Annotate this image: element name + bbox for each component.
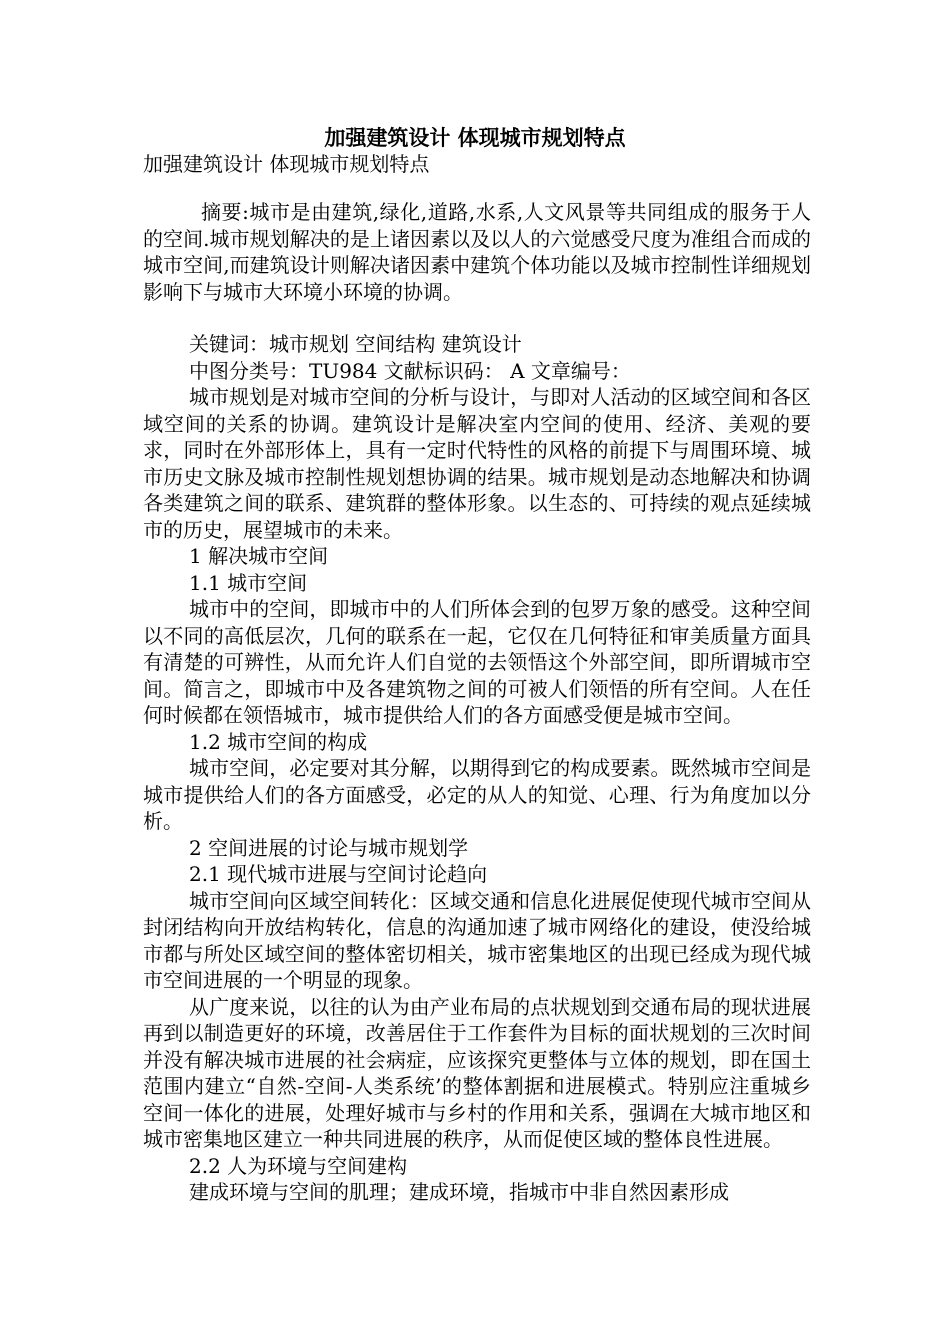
keywords-line: 关键词：城市规划 空间结构 建筑设计 [189, 332, 522, 356]
spacer [143, 305, 811, 331]
document-title: 加强建筑设计 体现城市规划特点 [324, 126, 626, 150]
abstract-paragraph: 摘要:城市是由建筑,绿化,道路,水系,人文风景等共同组成的服务于人的空间.城市规划解决的是上诸因素以及以人的六觉感受尺度为准组合而成的城市空间,而建筑设计则解决诸因素中建筑个体功能以及城市控制性详细规划影响下与城市大环境小环境的协调。 [143, 200, 811, 304]
body-paragraph: 从广度来说，以往的认为由产业布局的点状规划到交通布局的现状进展再到以制造更好的环境，改善居住于工作套件为目标的面状规划的三次时间并没有解决城市进展的社会病症，应该探究更整体与立体的规划，即在国土范围内建立“自然-空间-人类系统’的整体割据和进展模式。特别应注重城乡空间一体化的进展，处理好城市与乡村的作用和关系，强调在大城市地区和城市密集地区建立一种共同进展的秩序，从而促使区域的整体良性进展。 [143, 994, 811, 1151]
subsection-heading: 2.2 人为环境与空间建构 [189, 1153, 408, 1178]
body-paragraph: 城市中的空间，即城市中的人们所体会到的包罗万象的感受。这种空间以不同的高低层次，几何的联系在一起，它仅在几何特征和审美质量方面具有清楚的可辨性，从而允许人们自觉的去领悟这个外部空间，即所谓城市空间。简言之，即城市中及各建筑物之间的可被人们领悟的所有空间。人在任何时候都在领悟城市，城市提供给人们的各方面感受便是城市空间。 [143, 597, 811, 727]
document-body [143, 199, 811, 1206]
body-paragraph: 城市规划是对城市空间的分析与设计，与即对人活动的区域空间和各区域空间的关系的协调。建筑设计是解决室内空间的使用、经济、美观的要求，同时在外部形体上，具有一定时代特性的风格的前提下与周围环境、城市历史文脉及城市控制性规划想协调的结果。城市规划是动态地解决和协调各类建筑之间的联系、建筑群的整体形象。以生态的、可持续的观点延续城市的历史，展望城市的未来。 [143, 385, 811, 542]
body-paragraph: 城市空间向区域空间转化：区域交通和信息化进展促使现代城市空间从封闭结构向开放结构转化，信息的沟通加速了城市网络化的建设，使没给城市都与所处区域空间的整体密切相关，城市密集地区的出现已经成为现代城市空间进展的一个明显的现象。 [143, 888, 811, 992]
body-paragraph: 城市空间，必定要对其分解，以期得到它的构成要素。既然城市空间是城市提供给人们的各方面感受，必定的从人的知觉、心理、行为角度加以分析。 [143, 756, 811, 833]
classification-line: 中图分类号：TU984 文献标识码： A 文章编号： [189, 358, 631, 383]
subsection-heading: 2.1 现代城市进展与空间讨论趋向 [189, 862, 488, 886]
section-heading: 2 空间进展的讨论与城市规划学 [189, 835, 469, 860]
body-paragraph: 建成环境与空间的肌理；建成环境，指城市中非自然因素形成 [189, 1180, 729, 1204]
subsection-heading: 1.2 城市空间的构成 [189, 729, 368, 754]
document-subtitle: 加强建筑设计 体现城市规划特点 [143, 152, 430, 176]
subsection-heading: 1.1 城市空间 [189, 570, 308, 595]
section-heading: 1 解决城市空间 [189, 544, 329, 568]
